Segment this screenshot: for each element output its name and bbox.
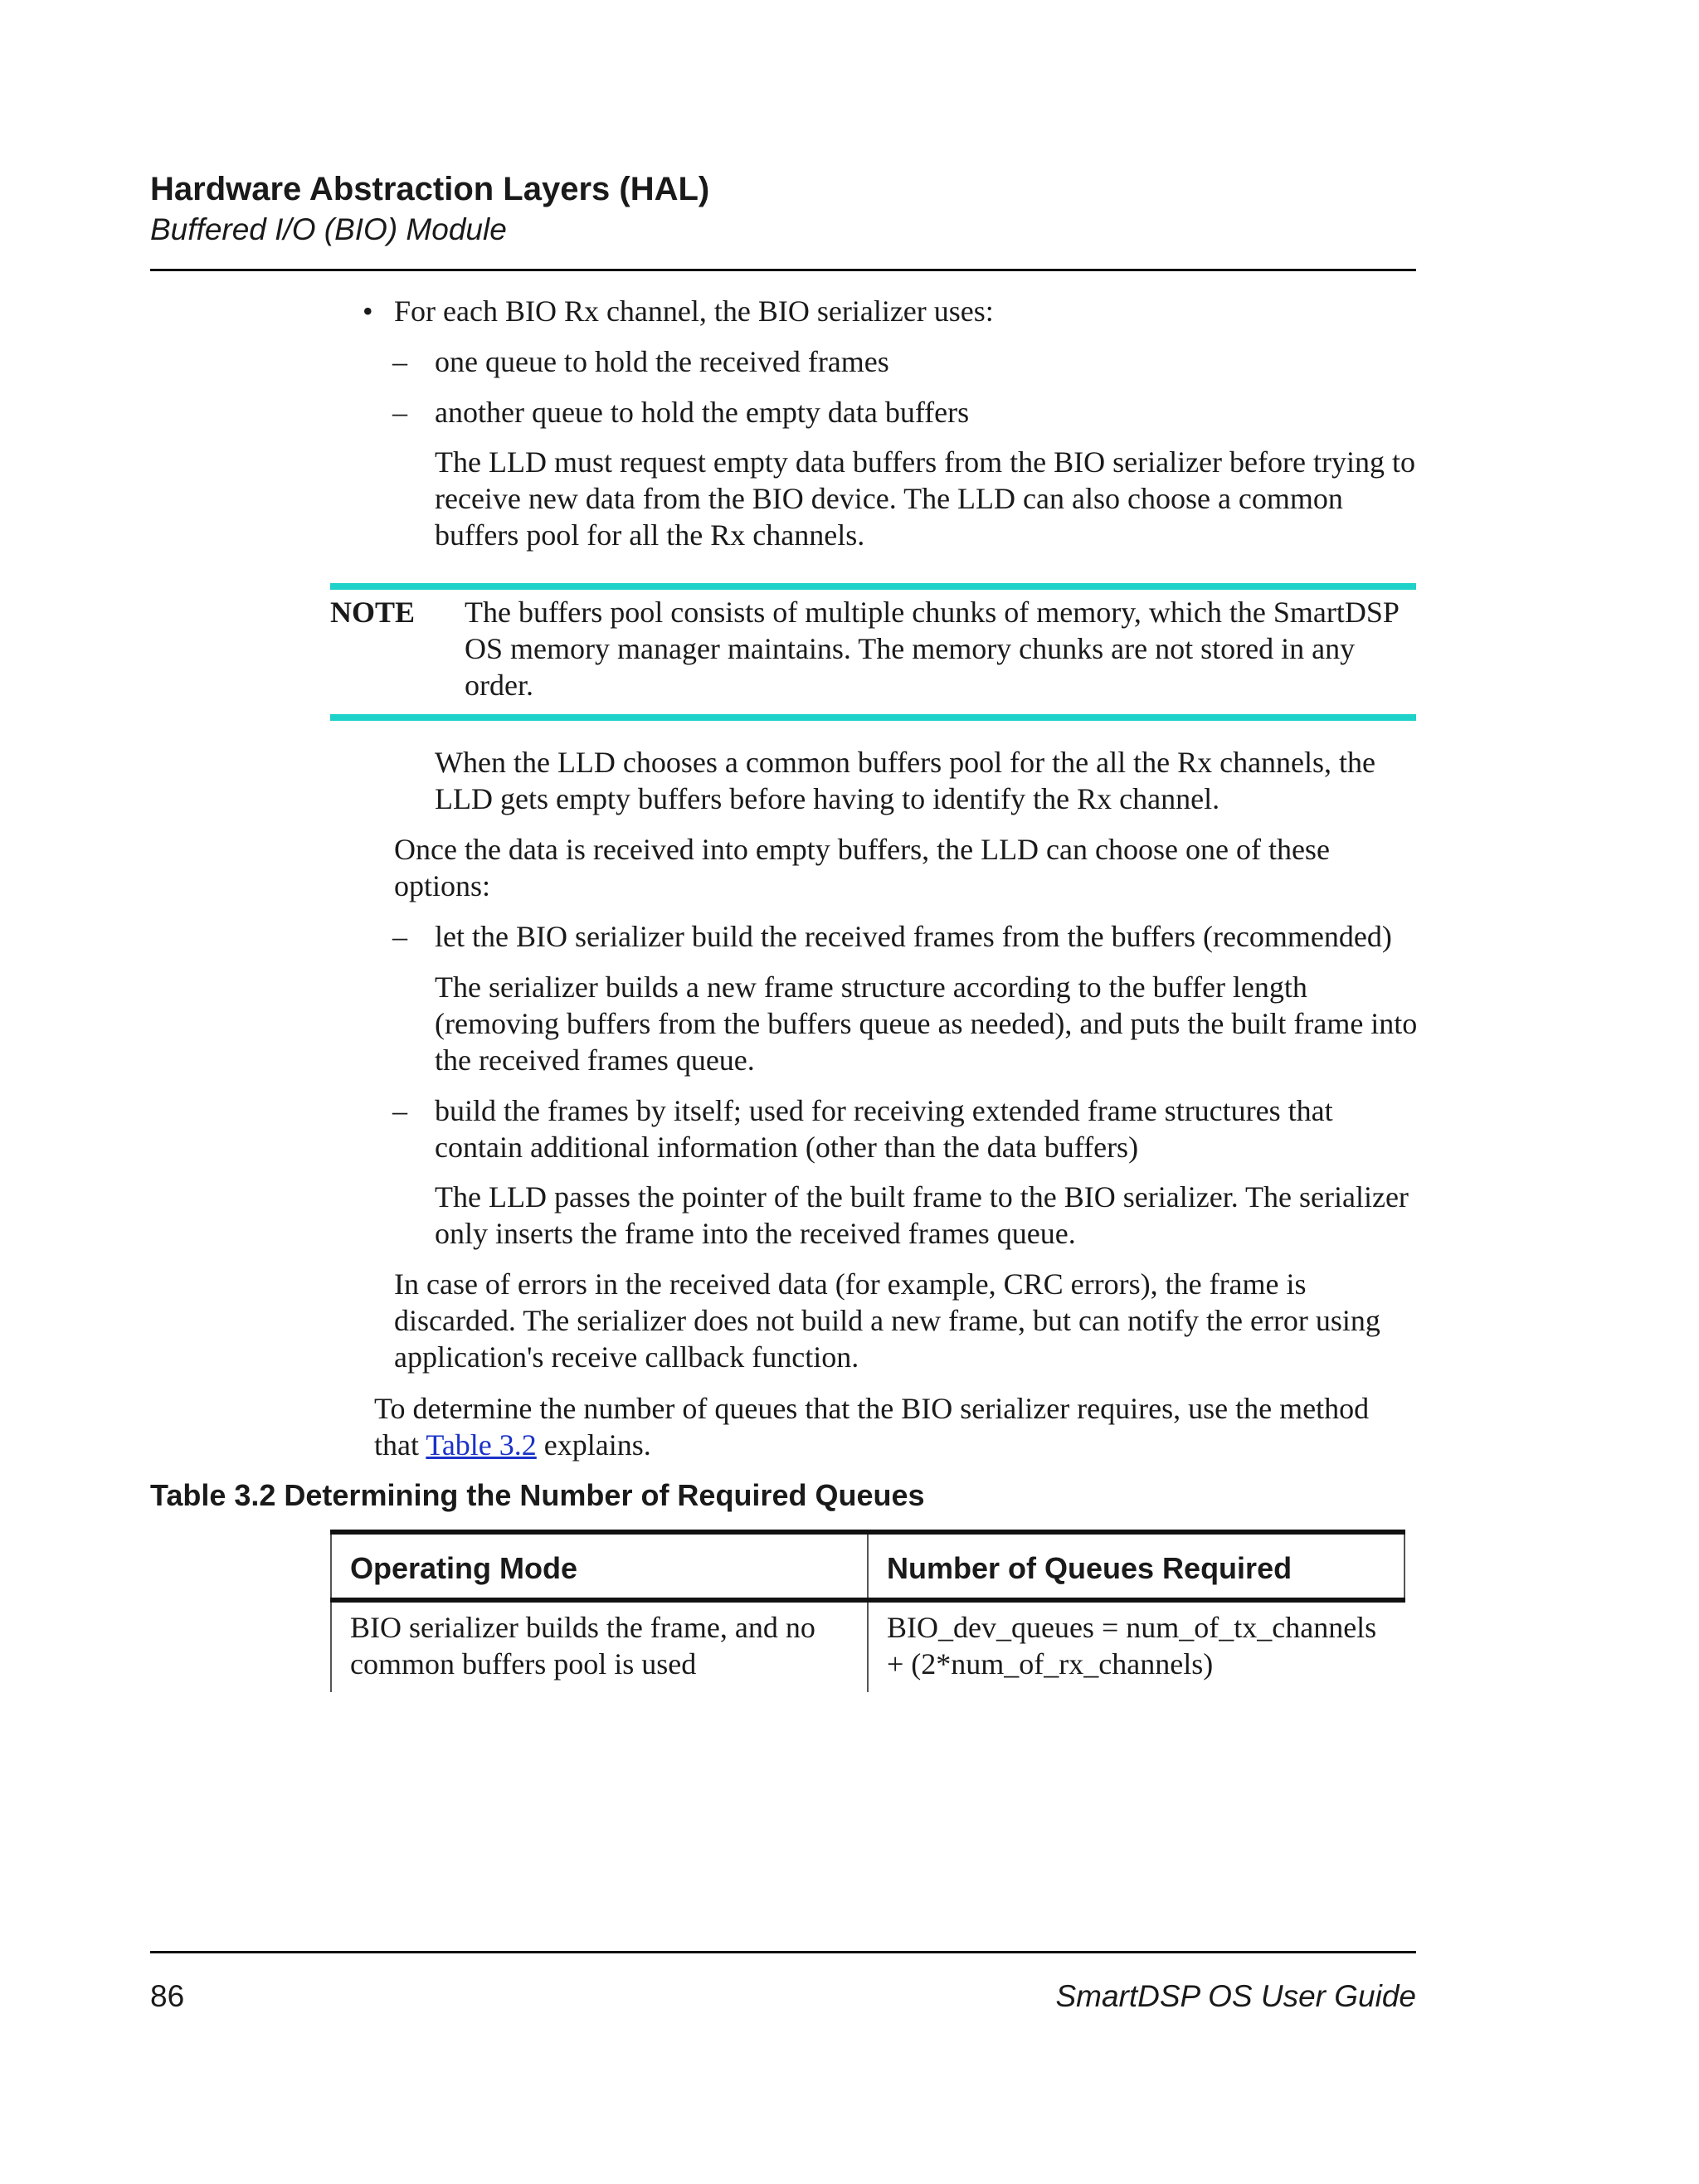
dash-marker: – [392, 920, 407, 953]
queues-table [330, 1530, 1405, 1695]
paragraph-serializer-builds: The serializer builds a new frame structure according to the buffer length (removing buffers from the buffers queue as needed), and puts the built frame into the received frames queue. [435, 970, 1418, 1077]
note-label: NOTE [330, 596, 416, 629]
paragraph-common-pool: When the LLD chooses a common buffers pool for the all the Rx channels, the LLD gets empty buffers before having to identify the Rx channel. [435, 746, 1376, 815]
note-text: The buffers pool consists of multiple chunks of memory, which the SmartDSP OS memory manager maintains. The memory chunks are not stored in any order. [465, 596, 1399, 702]
table-caption: Table 3.2 Determining the Number of Required Queues [150, 1478, 925, 1512]
note-bottom-bar [330, 714, 1416, 721]
section-title: Hardware Abstraction Layers (HAL) [150, 171, 710, 207]
section-subtitle: Buffered I/O (BIO) Module [150, 212, 507, 246]
page-number: 86 [150, 1979, 185, 2013]
paragraph-errors: In case of errors in the received data (for example, CRC errors), the frame is discarded. The serializer does not build a new frame, but can notify the error using application's receive callback function. [394, 1267, 1380, 1374]
table-header-operating-mode: Operating Mode [350, 1551, 578, 1585]
note-top-bar [330, 583, 1416, 590]
table-3-2-link[interactable]: Table 3.2 [426, 1428, 537, 1462]
paragraph-determine-text-start: To determine the number of queues that the BIO serializer requires, use the method that [374, 1392, 1370, 1462]
dash-item-build-by-itself: build the frames by itself; used for receiving extended frame structures that contain additional information (other than the data buffers) [435, 1094, 1333, 1164]
paragraph-determine-text-end: explains. [536, 1428, 651, 1462]
footer-rule [150, 1951, 1416, 1953]
table-left-border [330, 1535, 332, 1692]
footer-doc-title: SmartDSP OS User Guide [1055, 1979, 1416, 2013]
table-header-queues-required: Number of Queues Required [887, 1551, 1293, 1585]
dash-marker: – [392, 345, 407, 378]
paragraph-lld-request: The LLD must request empty data buffers from the BIO serializer before trying to receive new data from the BIO device. The LLD can also choose a common buffers pool for all the Rx channels. [435, 445, 1415, 552]
table-header-rule [330, 1598, 1405, 1603]
dash-marker: – [392, 396, 407, 429]
dash-item-received-frames: one queue to hold the received frames [435, 345, 889, 378]
table-cell-operating-mode: BIO serializer builds the frame, and no common buffers pool is used [350, 1611, 815, 1681]
table-right-border [1404, 1535, 1405, 1598]
bullet-rx-channel: For each BIO Rx channel, the BIO serializer uses: [394, 294, 994, 328]
table-column-divider [867, 1535, 869, 1692]
paragraph-determine-queues [374, 1390, 1419, 1463]
table-cell-queues-required: BIO_dev_queues = num_of_tx_channels + (2*num_of_rx_channels) [887, 1611, 1377, 1681]
dash-item-empty-buffers: another queue to hold the empty data buffers [435, 396, 970, 429]
paragraph-lld-passes: The LLD passes the pointer of the built frame to the BIO serializer. The serializer only inserts the frame into the received frames queue. [435, 1180, 1409, 1250]
header-rule [150, 269, 1416, 271]
paragraph-once-received: Once the data is received into empty buffers, the LLD can choose one of these options: [394, 833, 1330, 902]
dash-item-let-serializer-build: let the BIO serializer build the received frames from the buffers (recommended) [435, 920, 1392, 953]
bullet-marker: • [363, 294, 373, 328]
dash-marker: – [392, 1094, 407, 1127]
